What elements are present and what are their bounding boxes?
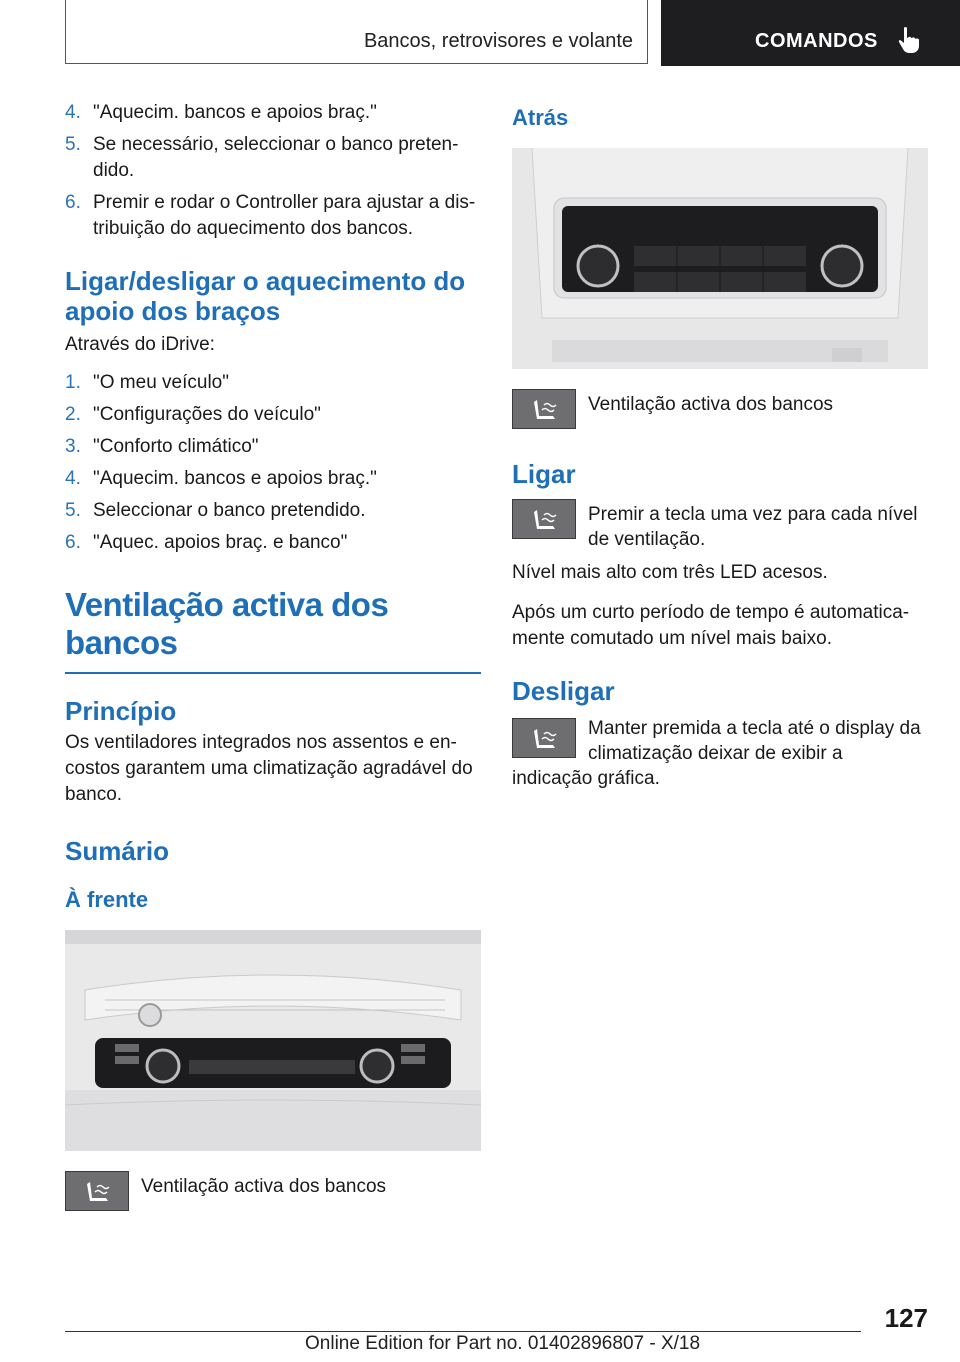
front-caption-row [65, 1171, 481, 1211]
chapter-tab [661, 0, 960, 66]
off-instruction [512, 716, 928, 791]
step-text: "Aquecim. bancos e apoios braç." [93, 468, 377, 489]
edition-text: Online Edition for Part no. 01402896807 - X/18 [305, 1333, 701, 1354]
on-text-2: Nível mais alto com três LED acesos. [512, 562, 828, 583]
step-text: "Aquec. apoios braç. e banco" [93, 532, 348, 553]
list-item [65, 498, 481, 524]
footer-rule [65, 1331, 861, 1332]
on-text: Premir a tecla uma vez para cada nível de ventilação. [588, 504, 918, 550]
front-caption: Ventilação activa dos bancos [141, 1176, 387, 1197]
section-title-box [65, 0, 648, 64]
front-heading: À frente [65, 887, 149, 912]
rear-caption: Ventilação activa dos bancos [588, 394, 834, 415]
step-number: 6. [65, 192, 81, 213]
step-text: "Configurações do veículo" [93, 404, 321, 425]
right-column [512, 100, 928, 791]
rear-console-photo [512, 148, 928, 369]
step-text: "Aquecim. bancos e apoios braç." [93, 102, 377, 123]
rear-heading: Atrás [512, 105, 569, 130]
list-item [65, 370, 481, 396]
list-item [65, 100, 481, 126]
seat-ventilation-icon [512, 389, 576, 429]
step-text: Se necessário, seleccionar o banco preten-dido. [93, 134, 459, 181]
step-number: 4. [65, 102, 81, 123]
list-item [65, 434, 481, 460]
step-number: 4. [65, 468, 81, 489]
on-instruction-row [512, 499, 928, 552]
armrest-heading: Ligar/desligar o aquecimento do apoio dos braços [65, 266, 466, 326]
seat-ventilation-icon [512, 718, 576, 758]
step-text: Seleccionar o banco pretendido. [93, 500, 366, 521]
seat-ventilation-icon [65, 1171, 129, 1211]
main-heading: Ventilação activa dos bancos [65, 586, 389, 661]
step-number: 6. [65, 532, 81, 553]
list-item [65, 530, 481, 556]
principle-text: Os ventiladores integrados nos assentos e en-costos garantem uma climatização agradável do banco. [65, 732, 473, 805]
step-text: "O meu veículo" [93, 372, 229, 393]
page-number: 127 [884, 1303, 928, 1333]
front-console-photo [65, 930, 481, 1151]
off-text: Manter premida a tecla até o display da climatização deixar de exibir a indicação gráfica. [512, 718, 921, 789]
rear-caption-row [512, 389, 928, 429]
list-item [65, 466, 481, 492]
steps-list-armrest [65, 370, 481, 556]
pointing-hand-icon [896, 26, 922, 54]
armrest-intro: Através do iDrive: [65, 334, 215, 355]
heading-rule [65, 672, 481, 674]
steps-list-top [65, 100, 481, 242]
seat-ventilation-icon [512, 499, 576, 539]
chapter-tab-label: COMANDOS [755, 30, 878, 52]
step-number: 5. [65, 500, 81, 521]
on-heading: Ligar [512, 459, 576, 489]
left-column [65, 100, 481, 1211]
principle-heading: Princípio [65, 696, 177, 726]
off-heading: Desligar [512, 676, 615, 706]
list-item [65, 402, 481, 428]
page-header [0, 0, 960, 66]
step-number: 2. [65, 404, 81, 425]
section-title: Bancos, retrovisores e volante [363, 30, 633, 52]
step-number: 5. [65, 134, 81, 155]
step-text: "Conforto climático" [93, 436, 259, 457]
step-number: 3. [65, 436, 81, 457]
on-text-3: Após um curto período de tempo é automatica-mente comutado um nível mais baixo. [512, 602, 910, 649]
list-item [65, 190, 481, 242]
step-number: 1. [65, 372, 81, 393]
list-item [65, 132, 481, 184]
summary-heading: Sumário [65, 836, 170, 866]
step-text: Premir e rodar o Controller para ajustar a dis-tribuição do aquecimento dos bancos. [93, 192, 476, 239]
